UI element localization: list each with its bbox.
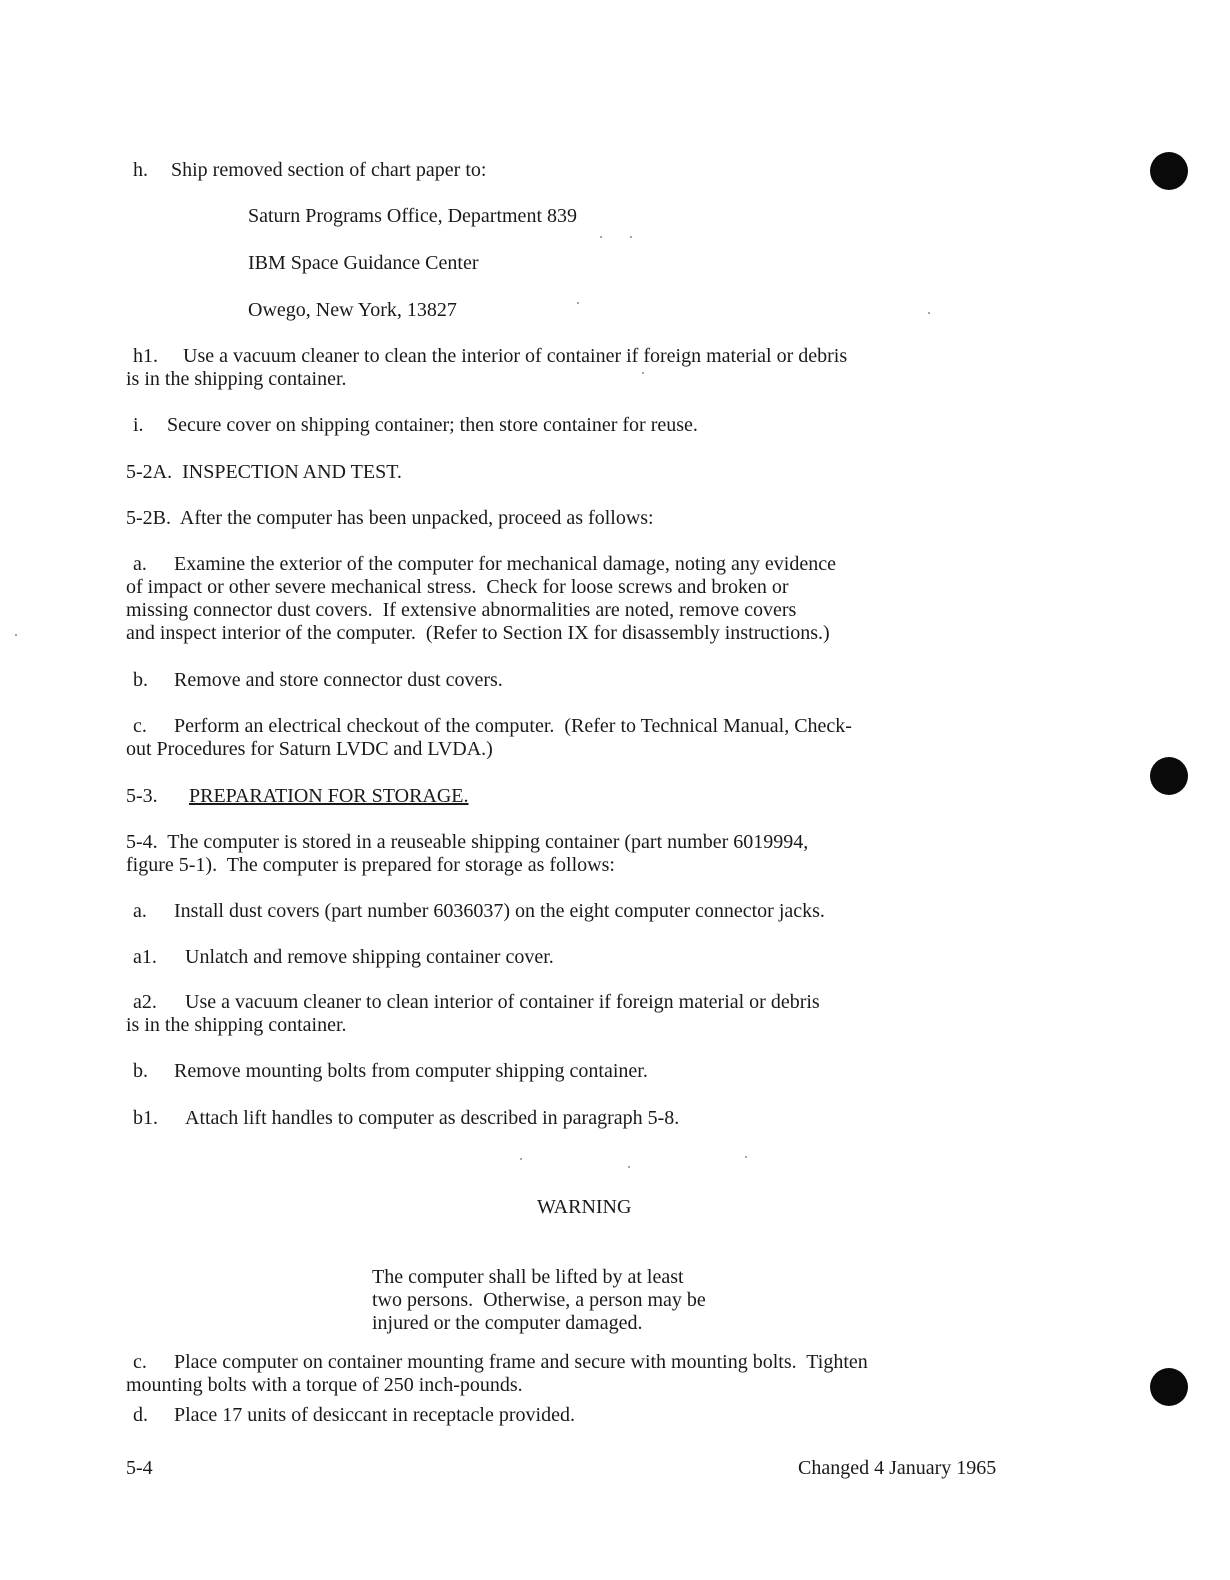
address-line-1: Saturn Programs Office, Department 839 [248,205,577,227]
scan-speck [628,1166,630,1168]
storage-a2-label: a2. [133,991,157,1013]
inspection-c-line-1: Perform an electrical checkout of the computer. (Refer to Technical Manual, Check- [174,715,852,737]
scan-speck [577,302,579,304]
storage-b-label: b. [133,1060,148,1082]
step-i-text: Secure cover on shipping container; then store container for reuse. [167,414,698,436]
scan-speck [520,1158,522,1160]
address-line-2: IBM Space Guidance Center [248,252,479,274]
storage-a-label: a. [133,900,147,922]
step-h1-line-2: is in the shipping container. [126,368,347,390]
warning-line-3: injured or the computer damaged. [372,1312,643,1334]
inspection-a-label: a. [133,553,147,575]
paragraph-5-2b: 5-2B. After the computer has been unpacked, proceed as follows: [126,507,654,529]
storage-d-text: Place 17 units of desiccant in receptacle provided. [174,1404,575,1426]
inspection-c-label: c. [133,715,147,737]
storage-a2-line-1: Use a vacuum cleaner to clean interior of container if foreign material or debris [185,991,820,1013]
scan-speck [15,634,17,636]
storage-c-line-1: Place computer on container mounting frame and secure with mounting bolts. Tighten [174,1351,868,1373]
binder-hole-top [1150,152,1188,190]
step-i-label: i. [133,414,144,436]
inspection-b-text: Remove and store connector dust covers. [174,669,503,691]
storage-b1-label: b1. [133,1107,158,1129]
step-h1-line-1: Use a vacuum cleaner to clean the interior of container if foreign material or debris [183,345,848,367]
storage-a2-line-2: is in the shipping container. [126,1014,347,1036]
paragraph-5-4-line-2: figure 5-1). The computer is prepared for storage as follows: [126,854,615,876]
section-heading-5-2a: 5-2A. INSPECTION AND TEST. [126,461,402,483]
inspection-a-line-1: Examine the exterior of the computer for mechanical damage, noting any evidence [174,553,836,575]
warning-line-2: two persons. Otherwise, a person may be [372,1289,706,1311]
step-h1-label: h1. [133,345,158,367]
section-title-5-3: PREPARATION FOR STORAGE. [189,785,469,807]
warning-line-1: The computer shall be lifted by at least [372,1266,684,1288]
storage-c-label: c. [133,1351,147,1373]
binder-hole-bottom [1150,1368,1188,1406]
step-h-text: Ship removed section of chart paper to: [171,159,487,181]
storage-a1-text: Unlatch and remove shipping container cover. [185,946,554,968]
scan-speck [745,1156,747,1158]
scan-speck [928,312,930,314]
storage-d-label: d. [133,1404,148,1426]
footer-page-number: 5-4 [126,1457,153,1479]
inspection-a-line-3: missing connector dust covers. If extensive abnormalities are noted, remove covers [126,599,797,621]
storage-a1-label: a1. [133,946,157,968]
inspection-a-line-4: and inspect interior of the computer. (Refer to Section IX for disassembly instructions.) [126,622,830,644]
inspection-b-label: b. [133,669,148,691]
binder-hole-middle [1150,757,1188,795]
scan-speck [600,236,602,238]
step-h-label: h. [133,159,148,181]
storage-b-text: Remove mounting bolts from computer shipping container. [174,1060,648,1082]
inspection-c-line-2: out Procedures for Saturn LVDC and LVDA.) [126,738,493,760]
storage-c-line-2: mounting bolts with a torque of 250 inch-pounds. [126,1374,523,1396]
storage-b1-text: Attach lift handles to computer as described in paragraph 5-8. [185,1107,680,1129]
scan-speck [642,372,644,374]
section-number-5-3: 5-3. [126,785,158,807]
address-line-3: Owego, New York, 13827 [248,299,457,321]
warning-heading: WARNING [537,1196,632,1218]
inspection-a-line-2: of impact or other severe mechanical stress. Check for loose screws and broken or [126,576,789,598]
paragraph-5-4-line-1: 5-4. The computer is stored in a reuseable shipping container (part number 6019994, [126,831,809,853]
scan-speck [630,236,632,238]
footer-change-note: Changed 4 January 1965 [798,1457,997,1479]
storage-a-text: Install dust covers (part number 6036037) on the eight computer connector jacks. [174,900,825,922]
